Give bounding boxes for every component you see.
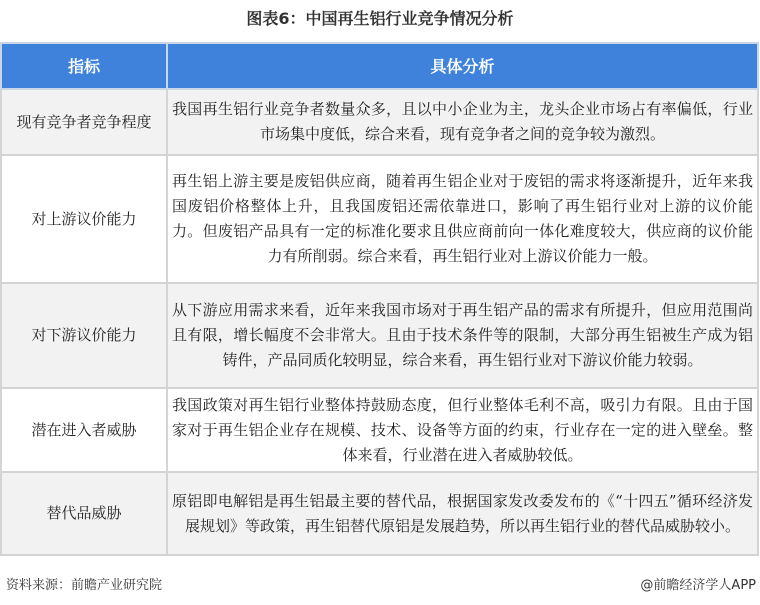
table-row — [1, 472, 758, 555]
row-indicator: 替代品威胁 — [1, 472, 167, 555]
header-indicator: 指标 — [1, 43, 167, 89]
row-indicator: 潜在进入者威胁 — [1, 388, 167, 472]
row-analysis: 再生铝上游主要是废铝供应商，随着再生铝企业对于废铝的需求将逐渐提升，近年来我国废铝价格整体上升，且我国废铝还需依靠进口，影响了再生铝行业对上游的议价能力。但废铝产品具有一定的标准化要求且供应商前向一体化难度较大，供应商的议价能力有所削弱。综合来看，再生铝行业对上游议价能力一般。 — [167, 155, 758, 283]
credit-note: @前瞻经济学人APP — [640, 578, 756, 593]
competition-table — [0, 42, 759, 556]
row-indicator: 现有竞争者竞争程度 — [1, 89, 167, 155]
figure-title: 图表6：中国再生铝行业竞争情况分析 — [246, 9, 514, 28]
row-indicator: 对上游议价能力 — [1, 155, 167, 283]
table-row — [1, 89, 758, 155]
row-analysis: 从下游应用需求来看，近年来我国市场对于再生铝产品的需求有所提升，但应用范围尚且有限，增长幅度不会非常大。且由于技术条件等的限制，大部分再生铝被生产成为铝铸件，产品同质化较明显，综合来看，再生铝行业对下游议价能力较弱。 — [167, 283, 758, 388]
table-row — [1, 388, 758, 472]
row-analysis: 我国政策对再生铝行业整体持鼓励态度，但行业整体毛利不高，吸引力有限。且由于国家对于再生铝企业存在规模、技术、设备等方面的约束，行业存在一定的进入壁垒。整体来看，行业潜在进入者威胁较低。 — [167, 388, 758, 472]
row-analysis: 我国再生铝行业竞争者数量众多，且以中小企业为主，龙头企业市场占有率偏低，行业市场集中度低，综合来看，现有竞争者之间的竞争较为激烈。 — [167, 89, 758, 155]
table-row — [1, 155, 758, 283]
header-analysis: 具体分析 — [167, 43, 758, 89]
source-note: 资料来源：前瞻产业研究院 — [6, 578, 163, 593]
row-analysis: 原铝即电解铝是再生铝最主要的替代品，根据国家发改委发布的《“十四五”循环经济发展规划》等政策，再生铝替代原铝是发展趋势，所以再生铝行业的替代品威胁较小。 — [167, 472, 758, 555]
table-header — [1, 43, 758, 89]
row-indicator: 对下游议价能力 — [1, 283, 167, 388]
table-row — [1, 283, 758, 388]
